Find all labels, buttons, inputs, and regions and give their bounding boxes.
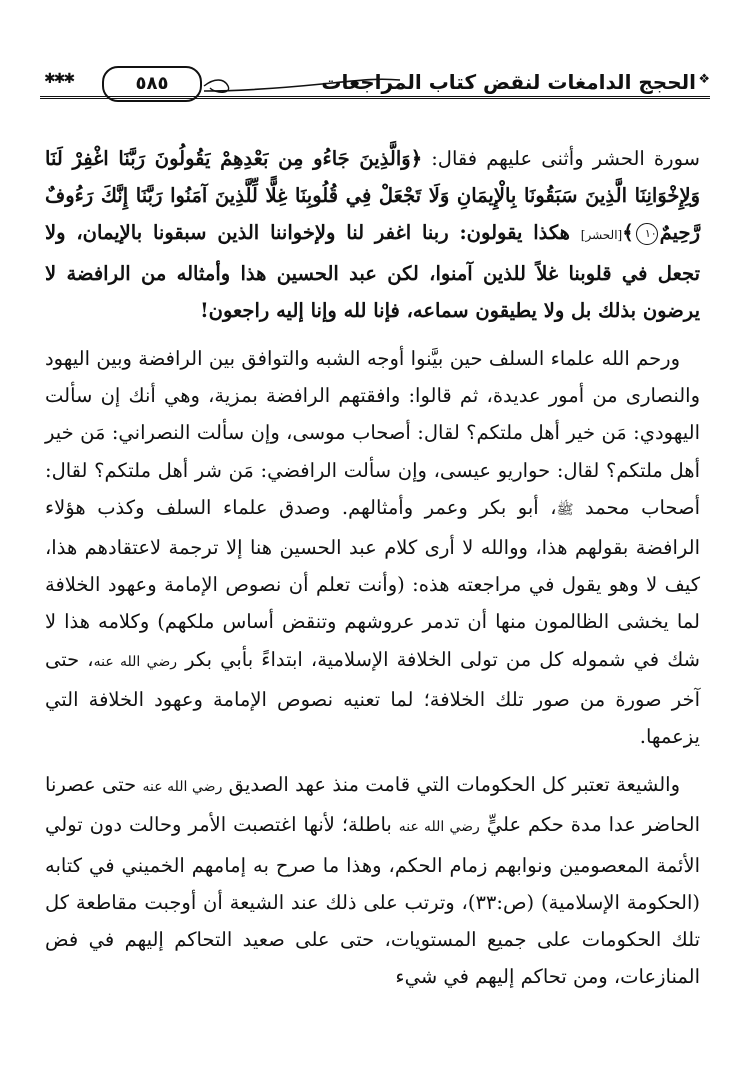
honorific-glyph: رضي الله عنه	[398, 819, 480, 836]
quran-verse: ﴿وَالَّذِينَ جَاءُو مِن بَعْدِهِمْ يَقُولُونَ رَبَّنَا اغْفِرْ لَنَا وَلِإِخْوَانِنَا الَّذِينَ سَبَقُونَا بِالْإِيمَانِ وَلَا تَجْعَلْ فِي قُلُوبِنَا غِلًّا لِّلَّذِينَ آمَنُوا رَبَّنَا إِنَّكَ رَءُوفٌ رَّحِيمٌ	[45, 147, 700, 245]
honorific-glyph: ﷺ	[556, 501, 574, 518]
header-ornament-icon: ❖	[698, 72, 710, 87]
honorific-glyph: رضي الله عنه	[142, 779, 223, 796]
paragraph-text: باطلة؛ لأنها اغتصبت الأمر وحالت دون تولي الأئمة المعصومين ونوابهم زمام الحكم، وهذا ما صرح به إمامهم الخميني في كتابه (الحكومة الإسلامية) (ص:٣٣)، وترتب على ذلك عند الشيعة أن أوجبت مقاطعة كل تلك الحكومات على جميع المستويات، حتى على صعيد التحاكم إليهم في فض المنازعات، ومن تحاكم إليهم في شيء	[45, 813, 700, 989]
paragraph-text: ، حتى آخر صورة من صور تلك الخلافة؛ لما تعنيه نصوص الإمامة وعهود الخلافة التي يزعمها.	[45, 647, 700, 749]
quran-bracket: ﴾	[622, 221, 634, 245]
running-title: الحجج الدامغات لنقض كتاب المراجعات	[321, 70, 696, 94]
body-text	[45, 140, 700, 995]
paragraph-text: ، أبو بكر وعمر وأمثالهم. وصدق علماء السلف وكذب هؤلاء الرافضة بقولهم هذا، ووالله لا أرى كلام عبد الحسين هنا إلا ترجمة لاعتقادهم هذا، كيف لا وهو يقول في مراجعته هذه: (وأنت تعلم أن نصوص الإمامة وعهود الخلافة لما يخشى الظالمون منها أن تدمر عروشهم وتنقض أساس ملكهم) وكلامه هذا لا شك في شموله كل من تولى الخلافة الإسلامية، ابتداءً بأبي بكر	[45, 495, 700, 671]
paragraph-1	[45, 140, 700, 329]
paragraph-2	[45, 340, 700, 755]
header-ornament-left-icon: ✱✱✱	[44, 71, 74, 87]
surah-reference: [الحشر]	[580, 228, 623, 243]
paragraph-text: ورحم الله علماء السلف حين بيَّنوا أوجه الشبه والتوافق بين الرافضة وبين اليهود والنصارى من أمور عديدة، ثم قالوا: وافقتهم الرافضة بمزية، وهي أنك إن سألت اليهودي: مَن خير أهل ملتكم؟ لقال: أصحاب موسى، وإن سألت النصراني: مَن خير أهل ملتكم؟ لقال: حواريو عيسى، وإن سألت الرافضي: مَن شر أهل ملتكم؟ لقال: أصحاب محمد	[45, 347, 700, 519]
page-number-badge: ٥٨٥	[102, 66, 202, 102]
paragraph-text: حتى عصرنا الحاضر عدا مدة حكم عليٍّ	[45, 773, 700, 837]
paragraph-text: سورة الحشر وأثنى عليهم فقال:	[422, 147, 700, 170]
honorific-glyph: رضي الله عنه	[93, 653, 177, 670]
decorative-swirl-icon	[202, 74, 402, 96]
page-header	[40, 60, 710, 110]
header-rule	[40, 96, 710, 99]
paragraph-3	[45, 766, 700, 995]
paragraph-text-bold: هكذا يقولون: ربنا اغفر لنا ولإخواننا الذين سبقونا بالإيمان، ولا تجعل في قلوبنا غلاً للذين آمنوا، لكن عبد الحسين هذا وأمثاله من الرافضة لا يرضون بذلك بل ولا يطيقون سماعه، فإنا لله وإنا إليه راجعون!	[45, 221, 700, 322]
paragraph-text: والشيعة تعتبر كل الحكومات التي قامت منذ عهد الصديق	[222, 773, 681, 797]
verse-number-badge: ١٠	[636, 223, 658, 245]
